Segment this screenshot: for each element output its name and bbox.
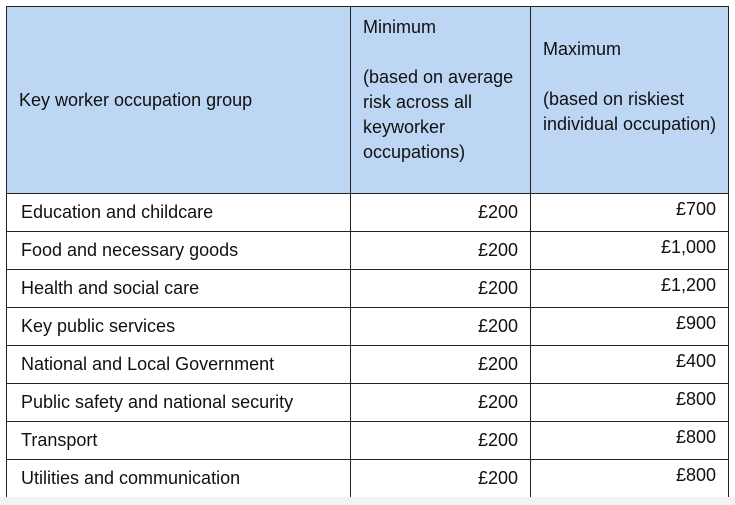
row-minimum: £200: [351, 194, 531, 232]
row-group: Utilities and communication: [7, 460, 351, 498]
row-maximum: £700: [531, 194, 729, 232]
row-minimum: £200: [351, 422, 531, 460]
table-row: [7, 422, 729, 460]
table-header: [7, 7, 729, 194]
row-group: Health and social care: [7, 270, 351, 308]
row-group: Public safety and national security: [7, 384, 351, 422]
row-maximum: £400: [531, 346, 729, 384]
header-row: [7, 7, 729, 194]
row-group: Transport: [7, 422, 351, 460]
row-group: Food and necessary goods: [7, 232, 351, 270]
row-group: National and Local Government: [7, 346, 351, 384]
row-group: Education and childcare: [7, 194, 351, 232]
row-minimum: £200: [351, 232, 531, 270]
key-worker-table: [6, 6, 729, 498]
row-maximum: £800: [531, 422, 729, 460]
table-body: [7, 194, 729, 498]
row-minimum: £200: [351, 384, 531, 422]
header-minimum-note: (based on average risk across all keyworker occupations): [363, 67, 514, 162]
header-maximum-note: (based on riskiest individual occupation): [543, 89, 717, 134]
row-maximum: £800: [531, 460, 729, 498]
table-row: [7, 460, 729, 498]
row-minimum: £200: [351, 270, 531, 308]
header-maximum-title: Maximum: [543, 39, 622, 59]
bottom-edge-shadow: [0, 497, 735, 505]
header-minimum: [351, 7, 531, 194]
row-group: Key public services: [7, 308, 351, 346]
table-row: [7, 384, 729, 422]
header-minimum-title: Minimum: [363, 17, 437, 37]
header-maximum: [531, 7, 729, 194]
row-maximum: £900: [531, 308, 729, 346]
table-row: [7, 232, 729, 270]
row-maximum: £800: [531, 384, 729, 422]
row-minimum: £200: [351, 460, 531, 498]
table-row: [7, 308, 729, 346]
header-occupation-group: Key worker occupation group: [7, 7, 351, 194]
table-row: [7, 194, 729, 232]
row-maximum: £1,200: [531, 270, 729, 308]
row-minimum: £200: [351, 346, 531, 384]
table-row: [7, 270, 729, 308]
table-row: [7, 346, 729, 384]
row-minimum: £200: [351, 308, 531, 346]
row-maximum: £1,000: [531, 232, 729, 270]
